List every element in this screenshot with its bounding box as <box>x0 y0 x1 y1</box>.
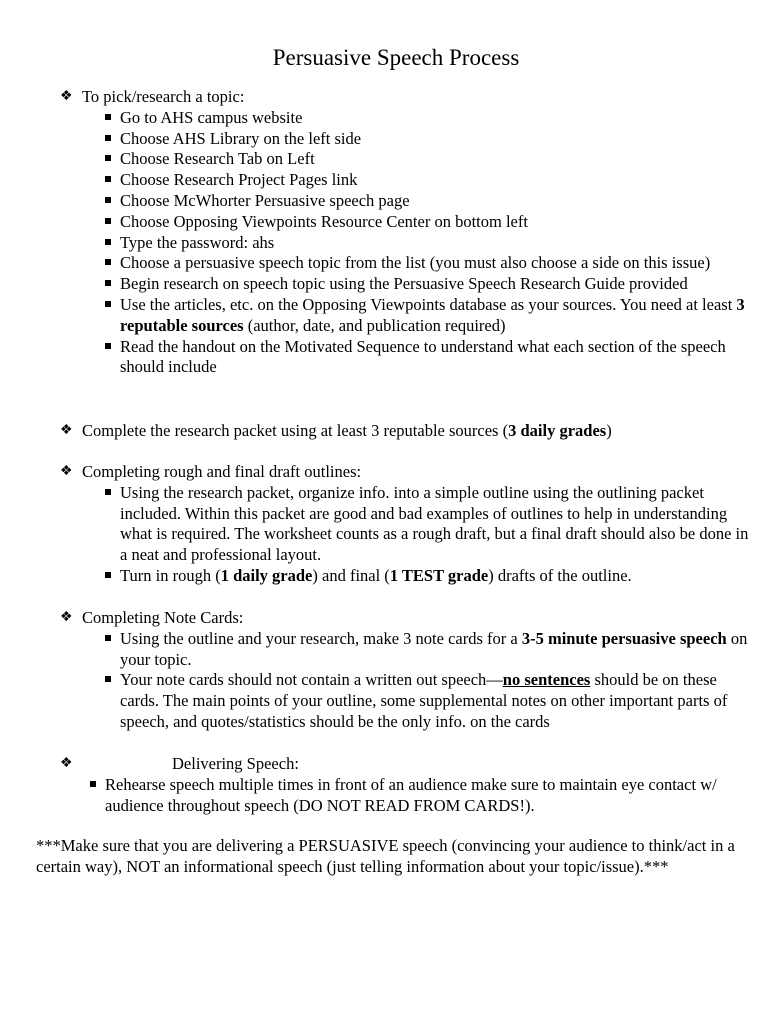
section-heading <box>60 462 750 483</box>
list-item <box>105 337 750 379</box>
item-text: Choose Research Tab on Left <box>120 149 315 169</box>
delivering-list <box>90 775 750 817</box>
square-bullet-icon <box>105 489 111 495</box>
item-emphasis: 3 reputable sources <box>120 294 745 335</box>
square-bullet-icon <box>105 676 111 682</box>
list-item <box>90 775 750 817</box>
list-item <box>105 149 750 170</box>
list-item <box>105 212 750 233</box>
section-packet <box>60 421 750 442</box>
list-item <box>105 108 750 129</box>
page-title: Persuasive Speech Process <box>272 45 520 70</box>
square-bullet-icon <box>105 176 111 182</box>
heading-text: To pick/research a topic: <box>82 87 245 106</box>
item-emphasis: no sentences <box>502 670 591 690</box>
item-text: Choose McWhorter Persuasive speech page <box>120 190 410 210</box>
square-bullet-icon <box>105 280 111 286</box>
square-bullet-icon <box>105 301 111 307</box>
square-bullet-icon <box>90 781 96 787</box>
list-item <box>105 274 750 295</box>
square-bullet-icon <box>105 635 111 641</box>
item-text: Read the handout on the Motivated Sequence to understand what each section of the speech should include <box>120 336 726 377</box>
item-text: Rehearse speech multiple times in front of an audience make sure to maintain eye contact w/ audience throughout speech (DO NOT READ FROM CARDS!). <box>105 774 717 815</box>
item-text: on your topic. <box>120 628 748 669</box>
list-item <box>105 253 750 274</box>
section-delivering <box>60 754 750 816</box>
item-text: ) and final ( <box>312 565 390 585</box>
square-bullet-icon <box>105 218 111 224</box>
item-text: Type the password: ahs <box>120 232 275 252</box>
square-bullet-icon <box>105 197 111 203</box>
heading-text: Completing rough and final draft outlines: <box>82 462 362 481</box>
section-heading <box>60 421 750 442</box>
list-item <box>105 170 750 191</box>
section-heading <box>60 608 750 629</box>
item-text: Choose Opposing Viewpoints Resource Center on bottom left <box>120 211 528 231</box>
item-emphasis: 1 TEST grade <box>389 565 489 585</box>
item-text: should be on these cards. The main points of your outline, some supplemental notes on other important parts of speech, and quotes/statistics should be the only info. on the cards <box>120 670 728 731</box>
outlines-list <box>105 483 750 587</box>
item-text: ) drafts of the outline. <box>488 565 632 585</box>
item-text: Choose AHS Library on the left side <box>120 128 362 148</box>
square-bullet-icon <box>105 155 111 161</box>
heading-text: Completing Note Cards: <box>82 608 244 627</box>
item-emphasis: 1 daily grade <box>220 565 313 585</box>
item-text: Your note cards should not contain a written out speech— <box>120 670 503 690</box>
diamond-bullet-icon: ❖ <box>60 89 73 104</box>
square-bullet-icon <box>105 572 111 578</box>
heading-text: ) <box>606 421 612 440</box>
notecards-list <box>105 629 750 733</box>
list-item <box>105 191 750 212</box>
list-item <box>105 566 750 587</box>
diamond-bullet-icon: ❖ <box>60 464 73 479</box>
list-item <box>105 483 750 566</box>
section-heading <box>60 754 750 775</box>
item-text: Go to AHS campus website <box>120 107 303 127</box>
list-item <box>105 295 750 337</box>
square-bullet-icon <box>105 343 111 349</box>
section-topic <box>60 87 750 378</box>
heading-emphasis: 3 daily grades <box>508 421 607 440</box>
diamond-bullet-icon: ❖ <box>60 756 73 771</box>
list-item <box>105 629 750 671</box>
section-heading <box>60 87 750 108</box>
heading-text: Complete the research packet using at least 3 reputable sources ( <box>82 421 509 440</box>
item-text: Use the articles, etc. on the Opposing Viewpoints database as your sources. You need at least <box>120 294 737 314</box>
topic-steps-list <box>105 108 750 378</box>
item-text: Using the outline and your research, make 3 note cards for a <box>120 628 522 648</box>
section-outlines <box>60 462 750 587</box>
heading-text: Delivering Speech: <box>172 754 299 773</box>
item-text: Begin research on speech topic using the Persuasive Speech Research Guide provided <box>120 274 688 294</box>
item-text: Using the research packet, organize info. into a simple outline using the outlining packet included. Within this packet are good and bad examples of outlines to help in understanding what is required. The worksheet counts as a rough draft, but a final draft should also be done in a neat and professional layout. <box>120 482 749 565</box>
square-bullet-icon <box>105 239 111 245</box>
item-text: Choose a persuasive speech topic from the list (you must also choose a side on this issue) <box>120 253 711 273</box>
list-item <box>105 129 750 150</box>
list-item <box>105 233 750 254</box>
item-text: (author, date, and publication required) <box>243 315 506 335</box>
closing-note: ***Make sure that you are delivering a PERSUASIVE speech (convincing your audience to think/act in a certain way), NOT an informational speech (just telling information about your topic/issue).*** <box>36 836 735 876</box>
square-bullet-icon <box>105 114 111 120</box>
item-text: Turn in rough ( <box>120 565 221 585</box>
item-text: Choose Research Project Pages link <box>120 170 358 190</box>
list-item <box>105 670 750 732</box>
section-notecards <box>60 608 750 733</box>
item-emphasis: 3-5 minute persuasive speech <box>521 628 727 648</box>
diamond-bullet-icon: ❖ <box>60 610 73 625</box>
diamond-bullet-icon: ❖ <box>60 423 73 438</box>
square-bullet-icon <box>105 259 111 265</box>
square-bullet-icon <box>105 135 111 141</box>
